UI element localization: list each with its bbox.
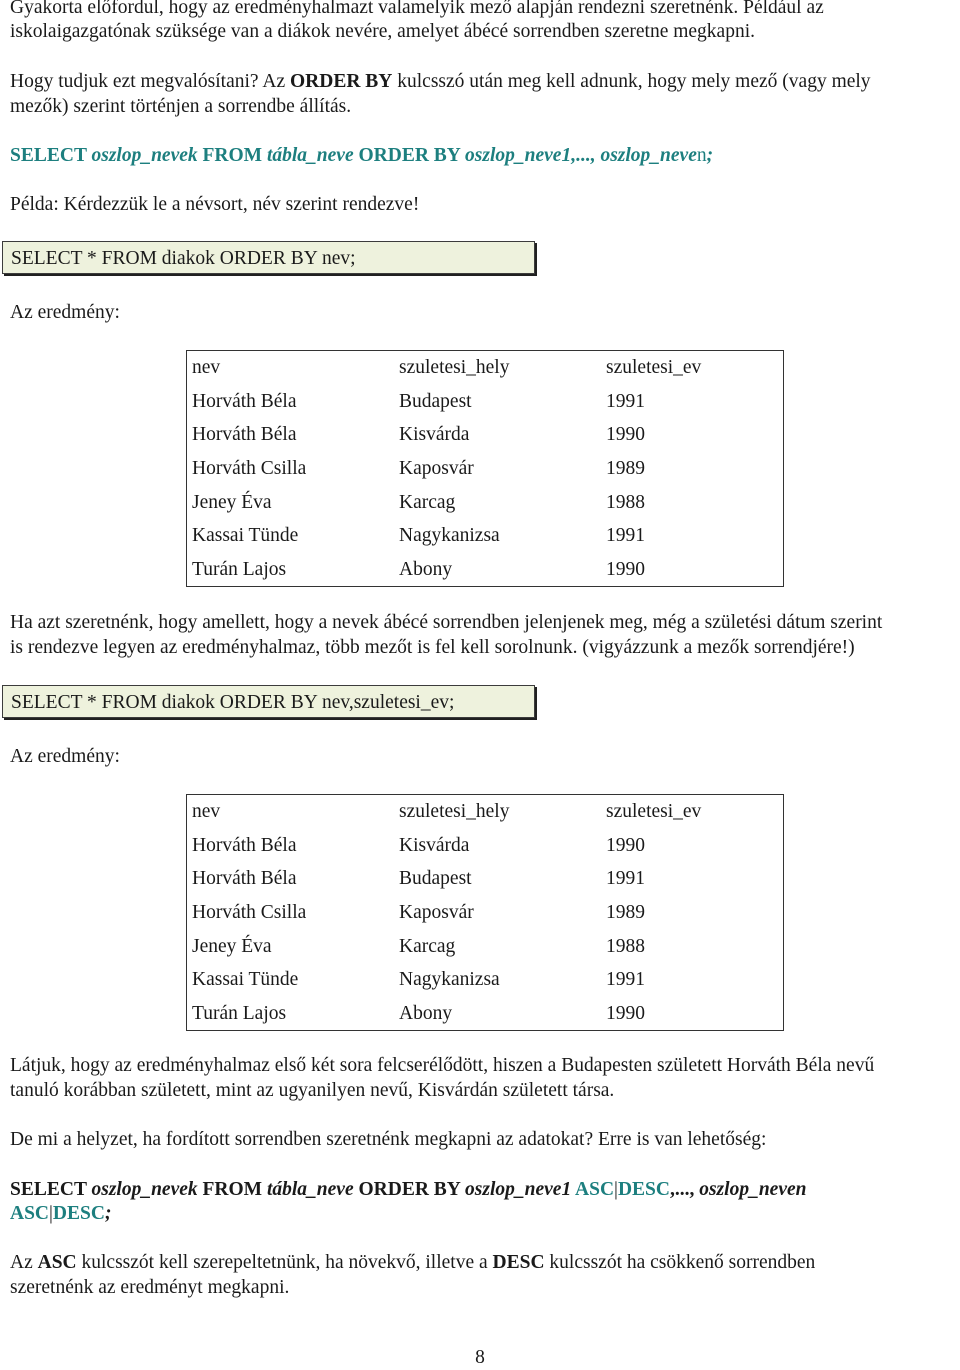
table-cell: Horváth Csilla bbox=[192, 458, 307, 480]
table-cell: Abony bbox=[399, 1002, 453, 1024]
result-label-1: Az eredmény: bbox=[10, 302, 120, 323]
table-cell: Budapest bbox=[399, 390, 472, 412]
table-row bbox=[187, 963, 784, 997]
table-row bbox=[187, 519, 784, 553]
column-header: szuletesi_hely bbox=[399, 357, 510, 379]
intro-line-1: Gyakorta előfordul, hogy az eredményhalmazt valamelyik mező alapján rendezni szeretnénk. Például az bbox=[10, 0, 824, 18]
table-cell: Nagykanizsa bbox=[399, 969, 500, 991]
para4-line: De mi a helyzet, ha fordított sorrendben szeretnénk megkapni az adatokat? Erre is van lehetőség: bbox=[10, 1129, 767, 1150]
table-cell: Karcag bbox=[399, 491, 456, 513]
table-cell: Kisvárda bbox=[399, 834, 470, 856]
table-cell: Kassai Tünde bbox=[192, 525, 299, 547]
desc-keyword: DESC bbox=[492, 1252, 545, 1273]
table-cell: Karcag bbox=[399, 935, 456, 957]
table-cell: Nagykanizsa bbox=[399, 525, 500, 547]
result-table-1 bbox=[186, 350, 784, 587]
table-row bbox=[187, 829, 784, 863]
table-cell: Horváth Béla bbox=[192, 390, 297, 412]
table-cell: Horváth Béla bbox=[192, 424, 297, 446]
table-cell: 1991 bbox=[606, 868, 645, 890]
table-header-row bbox=[187, 795, 784, 829]
query-box-1: SELECT * FROM diakok ORDER BY nev; bbox=[2, 241, 535, 274]
query-box-2: SELECT * FROM diakok ORDER BY nev,szuletesi_ev; bbox=[2, 685, 535, 718]
table-cell: 1990 bbox=[606, 424, 645, 446]
page-number: 8 bbox=[475, 1347, 485, 1368]
table-row bbox=[187, 385, 784, 419]
kw-from: FROM bbox=[202, 145, 263, 166]
arg-col-n: oszlop_neven bbox=[699, 1179, 807, 1200]
table-cell: Horváth Béla bbox=[192, 868, 297, 890]
table-row bbox=[187, 553, 784, 587]
arg-cols: oszlop_nevek bbox=[91, 145, 198, 166]
syntax2-line-1 bbox=[10, 1178, 806, 1202]
ellipsis: ,..., bbox=[669, 1179, 700, 1200]
kw-select-2: SELECT bbox=[10, 1179, 87, 1200]
table-row bbox=[187, 997, 784, 1031]
result-label-2: Az eredmény: bbox=[10, 746, 120, 767]
table-cell: Horváth Béla bbox=[192, 834, 297, 856]
kw-order-by-2: ORDER BY bbox=[358, 1179, 461, 1200]
arg-col-1: oszlop_neve1 bbox=[465, 1179, 572, 1200]
table-cell: 1989 bbox=[606, 458, 645, 480]
kw-from-2: FROM bbox=[202, 1179, 263, 1200]
table-cell: 1988 bbox=[606, 491, 645, 513]
semicolon: ; bbox=[706, 145, 714, 166]
question-line-1 bbox=[10, 70, 871, 94]
order-by-keyword: ORDER BY bbox=[289, 71, 393, 92]
syntax-line-1 bbox=[10, 144, 713, 168]
arg-columns: oszlop_neve1,..., oszlop_neve bbox=[465, 145, 697, 166]
table-cell: Kisvárda bbox=[399, 424, 470, 446]
para5-line-2: szeretnénk az eredményt megkapni. bbox=[10, 1277, 290, 1298]
table-cell: 1989 bbox=[606, 902, 645, 924]
para5-text-a: Az bbox=[10, 1252, 38, 1273]
column-header: szuletesi_hely bbox=[399, 801, 510, 823]
kw-asc-1: ASC bbox=[575, 1179, 615, 1200]
table-cell: 1990 bbox=[606, 1002, 645, 1024]
question-line-2: mezők) szerint történjen a sorrendbe állítás. bbox=[10, 96, 352, 117]
arg-table-2: tábla_neve bbox=[266, 1179, 354, 1200]
table-cell: Kaposvár bbox=[399, 458, 474, 480]
para2-line-2: is rendezve legyen az eredményhalmaz, több mezőt is fel kell sorolnunk. (vigyázzunk a mezők sorrendjére!) bbox=[10, 637, 855, 658]
question-text: Hogy tudjuk ezt megvalósítani? Az bbox=[10, 71, 290, 92]
kw-desc-1: DESC bbox=[617, 1179, 670, 1200]
column-header: nev bbox=[192, 357, 221, 379]
table-cell: 1991 bbox=[606, 525, 645, 547]
table-row bbox=[187, 862, 784, 896]
table-cell: Budapest bbox=[399, 868, 472, 890]
pipe-1: | bbox=[614, 1179, 618, 1200]
table-cell: Jeney Éva bbox=[192, 935, 272, 957]
intro-line-2: iskolaigazgatónak szüksége van a diákok nevére, amelyet ábécé sorrendben szeretne megkapni. bbox=[10, 21, 756, 42]
column-header: szuletesi_ev bbox=[606, 801, 702, 823]
arg-table: tábla_neve bbox=[266, 145, 354, 166]
table-row bbox=[187, 929, 784, 963]
table-cell: Kassai Tünde bbox=[192, 969, 299, 991]
syntax2-line-2 bbox=[10, 1202, 111, 1226]
arg-cols-2: oszlop_nevek bbox=[91, 1179, 198, 1200]
para5-text-c: kulcsszót ha csökkenő sorrendben bbox=[544, 1252, 816, 1273]
example-line: Példa: Kérdezzük le a névsort, név szerint rendezve! bbox=[10, 194, 420, 215]
table-cell: 1988 bbox=[606, 935, 645, 957]
arg-n: n bbox=[696, 145, 707, 166]
para2-line-1: Ha azt szeretnénk, hogy amellett, hogy a nevek ábécé sorrendben jelenjenek meg, még a születési dátum szerint bbox=[10, 612, 883, 633]
semicolon-2: ; bbox=[104, 1203, 112, 1224]
table-cell: 1991 bbox=[606, 969, 645, 991]
pipe-2: | bbox=[49, 1203, 53, 1224]
table-cell: Horváth Csilla bbox=[192, 902, 307, 924]
table-cell: Jeney Éva bbox=[192, 491, 272, 513]
para5-text-b: kulcsszót kell szerepeltetnünk, ha növekvő, illetve a bbox=[76, 1252, 493, 1273]
table-header-row bbox=[187, 351, 784, 385]
kw-order-by: ORDER BY bbox=[358, 145, 461, 166]
table-row bbox=[187, 418, 784, 452]
table-cell: 1991 bbox=[606, 390, 645, 412]
table-cell: Turán Lajos bbox=[192, 1002, 287, 1024]
column-header: szuletesi_ev bbox=[606, 357, 702, 379]
para3-line-1: Látjuk, hogy az eredményhalmaz első két sora felcserélődött, hiszen a Budapesten született Horváth Béla nevű bbox=[10, 1055, 875, 1076]
kw-asc-2: ASC bbox=[10, 1203, 50, 1224]
table-row bbox=[187, 452, 784, 486]
para5-line-1 bbox=[10, 1251, 815, 1275]
table-cell: 1990 bbox=[606, 558, 645, 580]
result-table-2 bbox=[186, 794, 784, 1031]
table-cell: 1990 bbox=[606, 834, 645, 856]
kw-select: SELECT bbox=[10, 145, 87, 166]
para3-line-2: tanuló korábban született, mint az ugyanilyen nevű, Kisvárdán született társa. bbox=[10, 1080, 615, 1101]
column-header: nev bbox=[192, 801, 221, 823]
table-cell: Kaposvár bbox=[399, 902, 474, 924]
table-cell: Abony bbox=[399, 558, 453, 580]
question-text-cont: kulcsszó után meg kell adnunk, hogy mely mező (vagy mely bbox=[392, 71, 871, 92]
table-row bbox=[187, 896, 784, 930]
table-row bbox=[187, 485, 784, 519]
asc-keyword: ASC bbox=[37, 1252, 77, 1273]
table-cell: Turán Lajos bbox=[192, 558, 287, 580]
kw-desc-2: DESC bbox=[52, 1203, 105, 1224]
